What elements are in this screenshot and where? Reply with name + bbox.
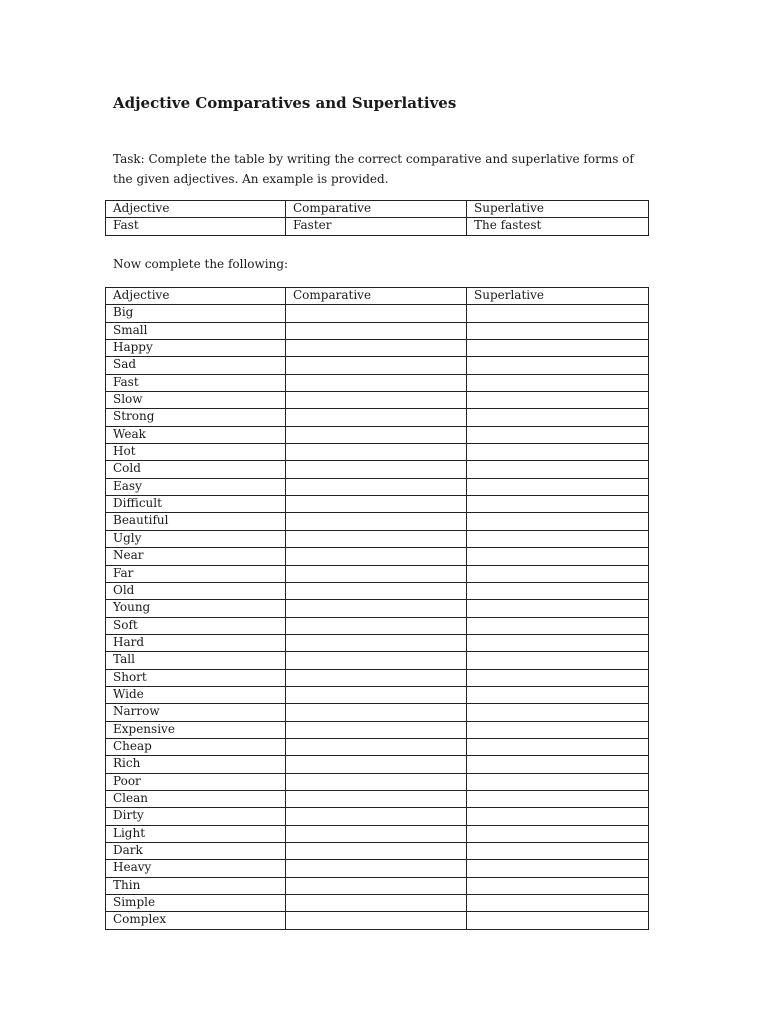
adjective-cell: Narrow bbox=[106, 704, 286, 721]
adjective-cell: Sad bbox=[106, 357, 286, 374]
adjective-cell: Clean bbox=[106, 790, 286, 807]
adjective-cell: Tall bbox=[106, 652, 286, 669]
comparative-answer-cell[interactable] bbox=[286, 669, 467, 686]
table-row bbox=[106, 825, 649, 842]
adjective-cell: Heavy bbox=[106, 860, 286, 877]
adjective-cell: Short bbox=[106, 669, 286, 686]
superlative-answer-cell[interactable] bbox=[467, 548, 649, 565]
example-comparative: Faster bbox=[286, 218, 467, 235]
adjective-cell: Hot bbox=[106, 444, 286, 461]
header-superlative: Superlative bbox=[467, 201, 649, 218]
adjective-cell: Easy bbox=[106, 478, 286, 495]
comparative-answer-cell[interactable] bbox=[286, 374, 467, 391]
table-row bbox=[106, 322, 649, 339]
comparative-answer-cell[interactable] bbox=[286, 773, 467, 790]
comparative-answer-cell[interactable] bbox=[286, 582, 467, 599]
table-row bbox=[106, 756, 649, 773]
comparative-answer-cell[interactable] bbox=[286, 686, 467, 703]
adjective-cell: Far bbox=[106, 565, 286, 582]
comparative-answer-cell[interactable] bbox=[286, 808, 467, 825]
comparative-answer-cell[interactable] bbox=[286, 912, 467, 929]
table-row bbox=[106, 860, 649, 877]
table-row bbox=[106, 496, 649, 513]
superlative-answer-cell[interactable] bbox=[467, 513, 649, 530]
superlative-answer-cell[interactable] bbox=[467, 895, 649, 912]
comparative-answer-cell[interactable] bbox=[286, 496, 467, 513]
adjective-cell: Dark bbox=[106, 843, 286, 860]
superlative-answer-cell[interactable] bbox=[467, 600, 649, 617]
superlative-answer-cell[interactable] bbox=[467, 912, 649, 929]
superlative-answer-cell[interactable] bbox=[467, 721, 649, 738]
comparative-answer-cell[interactable] bbox=[286, 756, 467, 773]
example-adjective: Fast bbox=[106, 218, 286, 235]
adjective-cell: Small bbox=[106, 322, 286, 339]
table-row bbox=[106, 912, 649, 929]
table-row bbox=[106, 617, 649, 634]
comparative-answer-cell[interactable] bbox=[286, 565, 467, 582]
adjective-cell: Poor bbox=[106, 773, 286, 790]
comparative-answer-cell[interactable] bbox=[286, 704, 467, 721]
table-row bbox=[106, 652, 649, 669]
adjective-cell: Simple bbox=[106, 895, 286, 912]
table-row bbox=[106, 392, 649, 409]
superlative-answer-cell[interactable] bbox=[467, 877, 649, 894]
adjective-cell: Happy bbox=[106, 340, 286, 357]
superlative-answer-cell[interactable] bbox=[467, 340, 649, 357]
superlative-answer-cell[interactable] bbox=[467, 756, 649, 773]
superlative-answer-cell[interactable] bbox=[467, 773, 649, 790]
comparative-answer-cell[interactable] bbox=[286, 340, 467, 357]
superlative-answer-cell[interactable] bbox=[467, 409, 649, 426]
table-row bbox=[106, 895, 649, 912]
example-header-row bbox=[106, 201, 649, 218]
exercise-table bbox=[105, 287, 649, 930]
comparative-answer-cell[interactable] bbox=[286, 513, 467, 530]
table-row bbox=[106, 426, 649, 443]
table-row bbox=[106, 374, 649, 391]
adjective-cell: Young bbox=[106, 600, 286, 617]
comparative-answer-cell[interactable] bbox=[286, 843, 467, 860]
comparative-answer-cell[interactable] bbox=[286, 617, 467, 634]
superlative-answer-cell[interactable] bbox=[467, 843, 649, 860]
comparative-answer-cell[interactable] bbox=[286, 895, 467, 912]
adjective-cell: Fast bbox=[106, 374, 286, 391]
superlative-answer-cell[interactable] bbox=[467, 357, 649, 374]
comparative-answer-cell[interactable] bbox=[286, 357, 467, 374]
adjective-cell: Hard bbox=[106, 634, 286, 651]
superlative-answer-cell[interactable] bbox=[467, 374, 649, 391]
table-row bbox=[106, 773, 649, 790]
task-instructions: Task: Complete the table by writing the correct comparative and superlative forms of the given adjectives. An example is provided. bbox=[113, 152, 634, 186]
table-row bbox=[106, 409, 649, 426]
superlative-answer-cell[interactable] bbox=[467, 790, 649, 807]
header-adjective: Adjective bbox=[106, 201, 286, 218]
adjective-cell: Complex bbox=[106, 912, 286, 929]
page-title: Adjective Comparatives and Superlatives bbox=[113, 94, 457, 112]
superlative-answer-cell[interactable] bbox=[467, 617, 649, 634]
adjective-cell: Beautiful bbox=[106, 513, 286, 530]
adjective-cell: Slow bbox=[106, 392, 286, 409]
comparative-answer-cell[interactable] bbox=[286, 825, 467, 842]
table-row bbox=[106, 704, 649, 721]
table-row bbox=[106, 582, 649, 599]
comparative-answer-cell[interactable] bbox=[286, 392, 467, 409]
superlative-answer-cell[interactable] bbox=[467, 860, 649, 877]
superlative-answer-cell[interactable] bbox=[467, 565, 649, 582]
comparative-answer-cell[interactable] bbox=[286, 444, 467, 461]
table-row bbox=[106, 721, 649, 738]
header-superlative: Superlative bbox=[467, 288, 649, 305]
comparative-answer-cell[interactable] bbox=[286, 790, 467, 807]
superlative-answer-cell[interactable] bbox=[467, 461, 649, 478]
adjective-cell: Light bbox=[106, 825, 286, 842]
table-row bbox=[106, 461, 649, 478]
superlative-answer-cell[interactable] bbox=[467, 825, 649, 842]
table-row bbox=[106, 565, 649, 582]
superlative-answer-cell[interactable] bbox=[467, 582, 649, 599]
header-comparative: Comparative bbox=[286, 288, 467, 305]
table-row bbox=[106, 478, 649, 495]
comparative-answer-cell[interactable] bbox=[286, 426, 467, 443]
table-row bbox=[106, 357, 649, 374]
table-row bbox=[106, 669, 649, 686]
table-row bbox=[106, 548, 649, 565]
table-row bbox=[106, 340, 649, 357]
table-row bbox=[106, 738, 649, 755]
instruction-text: Now complete the following: bbox=[113, 257, 289, 271]
table-row bbox=[106, 877, 649, 894]
comparative-answer-cell[interactable] bbox=[286, 652, 467, 669]
superlative-answer-cell[interactable] bbox=[467, 686, 649, 703]
example-table bbox=[105, 200, 649, 236]
table-row bbox=[106, 843, 649, 860]
adjective-cell: Weak bbox=[106, 426, 286, 443]
adjective-cell: Wide bbox=[106, 686, 286, 703]
header-comparative: Comparative bbox=[286, 201, 467, 218]
comparative-answer-cell[interactable] bbox=[286, 322, 467, 339]
header-adjective: Adjective bbox=[106, 288, 286, 305]
comparative-answer-cell[interactable] bbox=[286, 305, 467, 322]
comparative-answer-cell[interactable] bbox=[286, 877, 467, 894]
comparative-answer-cell[interactable] bbox=[286, 721, 467, 738]
adjective-cell: Cheap bbox=[106, 738, 286, 755]
adjective-cell: Cold bbox=[106, 461, 286, 478]
example-row bbox=[106, 218, 649, 235]
adjective-cell: Difficult bbox=[106, 496, 286, 513]
superlative-answer-cell[interactable] bbox=[467, 322, 649, 339]
adjective-cell: Strong bbox=[106, 409, 286, 426]
adjective-cell: Near bbox=[106, 548, 286, 565]
adjective-cell: Rich bbox=[106, 756, 286, 773]
table-row bbox=[106, 513, 649, 530]
superlative-answer-cell[interactable] bbox=[467, 496, 649, 513]
table-row bbox=[106, 808, 649, 825]
comparative-answer-cell[interactable] bbox=[286, 461, 467, 478]
superlative-answer-cell[interactable] bbox=[467, 392, 649, 409]
exercise-header-row bbox=[106, 288, 649, 305]
superlative-answer-cell[interactable] bbox=[467, 426, 649, 443]
table-row bbox=[106, 686, 649, 703]
table-row bbox=[106, 600, 649, 617]
adjective-cell: Thin bbox=[106, 877, 286, 894]
example-superlative: The fastest bbox=[467, 218, 649, 235]
superlative-answer-cell[interactable] bbox=[467, 808, 649, 825]
comparative-answer-cell[interactable] bbox=[286, 409, 467, 426]
comparative-answer-cell[interactable] bbox=[286, 634, 467, 651]
table-row bbox=[106, 530, 649, 547]
table-row bbox=[106, 790, 649, 807]
superlative-answer-cell[interactable] bbox=[467, 530, 649, 547]
adjective-cell: Dirty bbox=[106, 808, 286, 825]
superlative-answer-cell[interactable] bbox=[467, 652, 649, 669]
adjective-cell: Expensive bbox=[106, 721, 286, 738]
superlative-answer-cell[interactable] bbox=[467, 738, 649, 755]
table-row bbox=[106, 444, 649, 461]
comparative-answer-cell[interactable] bbox=[286, 860, 467, 877]
adjective-cell: Big bbox=[106, 305, 286, 322]
comparative-answer-cell[interactable] bbox=[286, 478, 467, 495]
comparative-answer-cell[interactable] bbox=[286, 530, 467, 547]
superlative-answer-cell[interactable] bbox=[467, 704, 649, 721]
superlative-answer-cell[interactable] bbox=[467, 669, 649, 686]
adjective-cell: Soft bbox=[106, 617, 286, 634]
superlative-answer-cell[interactable] bbox=[467, 305, 649, 322]
adjective-cell: Ugly bbox=[106, 530, 286, 547]
superlative-answer-cell[interactable] bbox=[467, 444, 649, 461]
adjective-cell: Old bbox=[106, 582, 286, 599]
table-row bbox=[106, 634, 649, 651]
superlative-answer-cell[interactable] bbox=[467, 634, 649, 651]
comparative-answer-cell[interactable] bbox=[286, 548, 467, 565]
superlative-answer-cell[interactable] bbox=[467, 478, 649, 495]
comparative-answer-cell[interactable] bbox=[286, 738, 467, 755]
comparative-answer-cell[interactable] bbox=[286, 600, 467, 617]
table-row bbox=[106, 305, 649, 322]
